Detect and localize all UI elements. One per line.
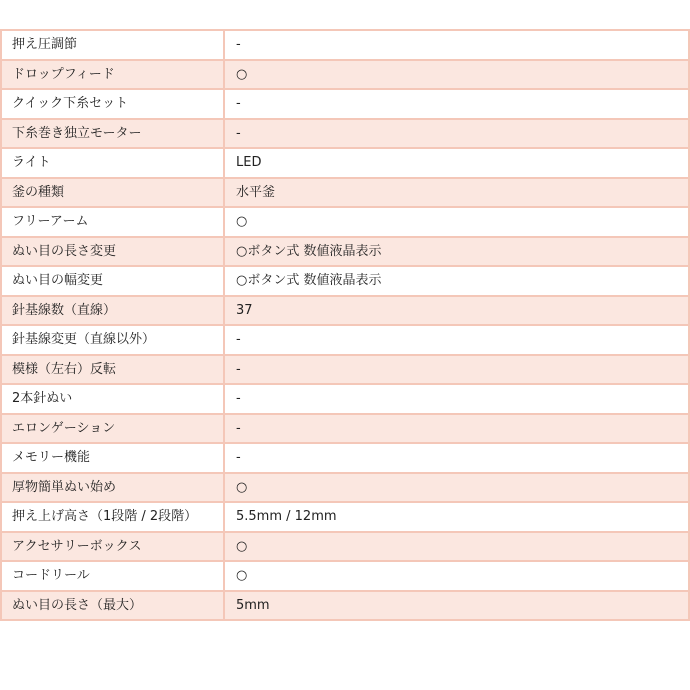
spec-value: -: [224, 414, 689, 444]
spec-value: -: [224, 443, 689, 473]
spec-label: 針基線数（直線）: [1, 296, 224, 326]
spec-row: [1, 384, 689, 414]
spec-value: -: [224, 384, 689, 414]
spec-row: [1, 60, 689, 90]
spec-value: ○: [224, 473, 689, 503]
spec-label: 2本針ぬい: [1, 384, 224, 414]
spec-row: [1, 443, 689, 473]
spec-value: 5.5mm / 12mm: [224, 502, 689, 532]
spec-value: -: [224, 325, 689, 355]
spec-row: [1, 296, 689, 326]
spec-row: [1, 473, 689, 503]
spec-label: メモリー機能: [1, 443, 224, 473]
spec-value: -: [224, 89, 689, 119]
spec-value: LED: [224, 148, 689, 178]
spec-value: ○: [224, 532, 689, 562]
spec-label: 釜の種類: [1, 178, 224, 208]
spec-label: ぬい目の長さ変更: [1, 237, 224, 267]
spec-row: [1, 178, 689, 208]
spec-row: [1, 207, 689, 237]
spec-value: ○: [224, 561, 689, 591]
spec-label: コードリール: [1, 561, 224, 591]
spec-row: [1, 532, 689, 562]
spec-table: [0, 29, 690, 621]
spec-label: ライト: [1, 148, 224, 178]
spec-label: アクセサリーボックス: [1, 532, 224, 562]
spec-value: 水平釜: [224, 178, 689, 208]
spec-row: [1, 325, 689, 355]
spec-row: [1, 119, 689, 149]
spec-label: ぬい目の幅変更: [1, 266, 224, 296]
spec-label: エロンゲーション: [1, 414, 224, 444]
spec-value: ○: [224, 207, 689, 237]
spec-value: -: [224, 119, 689, 149]
spec-label: ドロップフィード: [1, 60, 224, 90]
spec-row: [1, 502, 689, 532]
spec-value: -: [224, 30, 689, 60]
spec-row: [1, 237, 689, 267]
spec-value: ○ボタン式 数値液晶表示: [224, 266, 689, 296]
spec-label: 針基線変更（直線以外）: [1, 325, 224, 355]
spec-value: ○: [224, 60, 689, 90]
spec-label: ぬい目の長さ（最大）: [1, 591, 224, 621]
spec-value: 5mm: [224, 591, 689, 621]
spec-value: -: [224, 355, 689, 385]
spec-table-body: [1, 30, 689, 620]
spec-row: [1, 266, 689, 296]
spec-label: 押え上げ高さ（1段階 / 2段階）: [1, 502, 224, 532]
spec-row: [1, 30, 689, 60]
spec-label: 下糸巻き独立モーター: [1, 119, 224, 149]
spec-row: [1, 148, 689, 178]
spec-label: 押え圧調節: [1, 30, 224, 60]
spec-row: [1, 355, 689, 385]
spec-label: クイック下糸セット: [1, 89, 224, 119]
spec-row: [1, 89, 689, 119]
spec-row: [1, 591, 689, 621]
spec-label: 厚物簡単ぬい始め: [1, 473, 224, 503]
spec-label: 模様（左右）反転: [1, 355, 224, 385]
spec-row: [1, 414, 689, 444]
spec-value: ○ボタン式 数値液晶表示: [224, 237, 689, 267]
spec-label: フリーアーム: [1, 207, 224, 237]
spec-row: [1, 561, 689, 591]
spec-value: 37: [224, 296, 689, 326]
